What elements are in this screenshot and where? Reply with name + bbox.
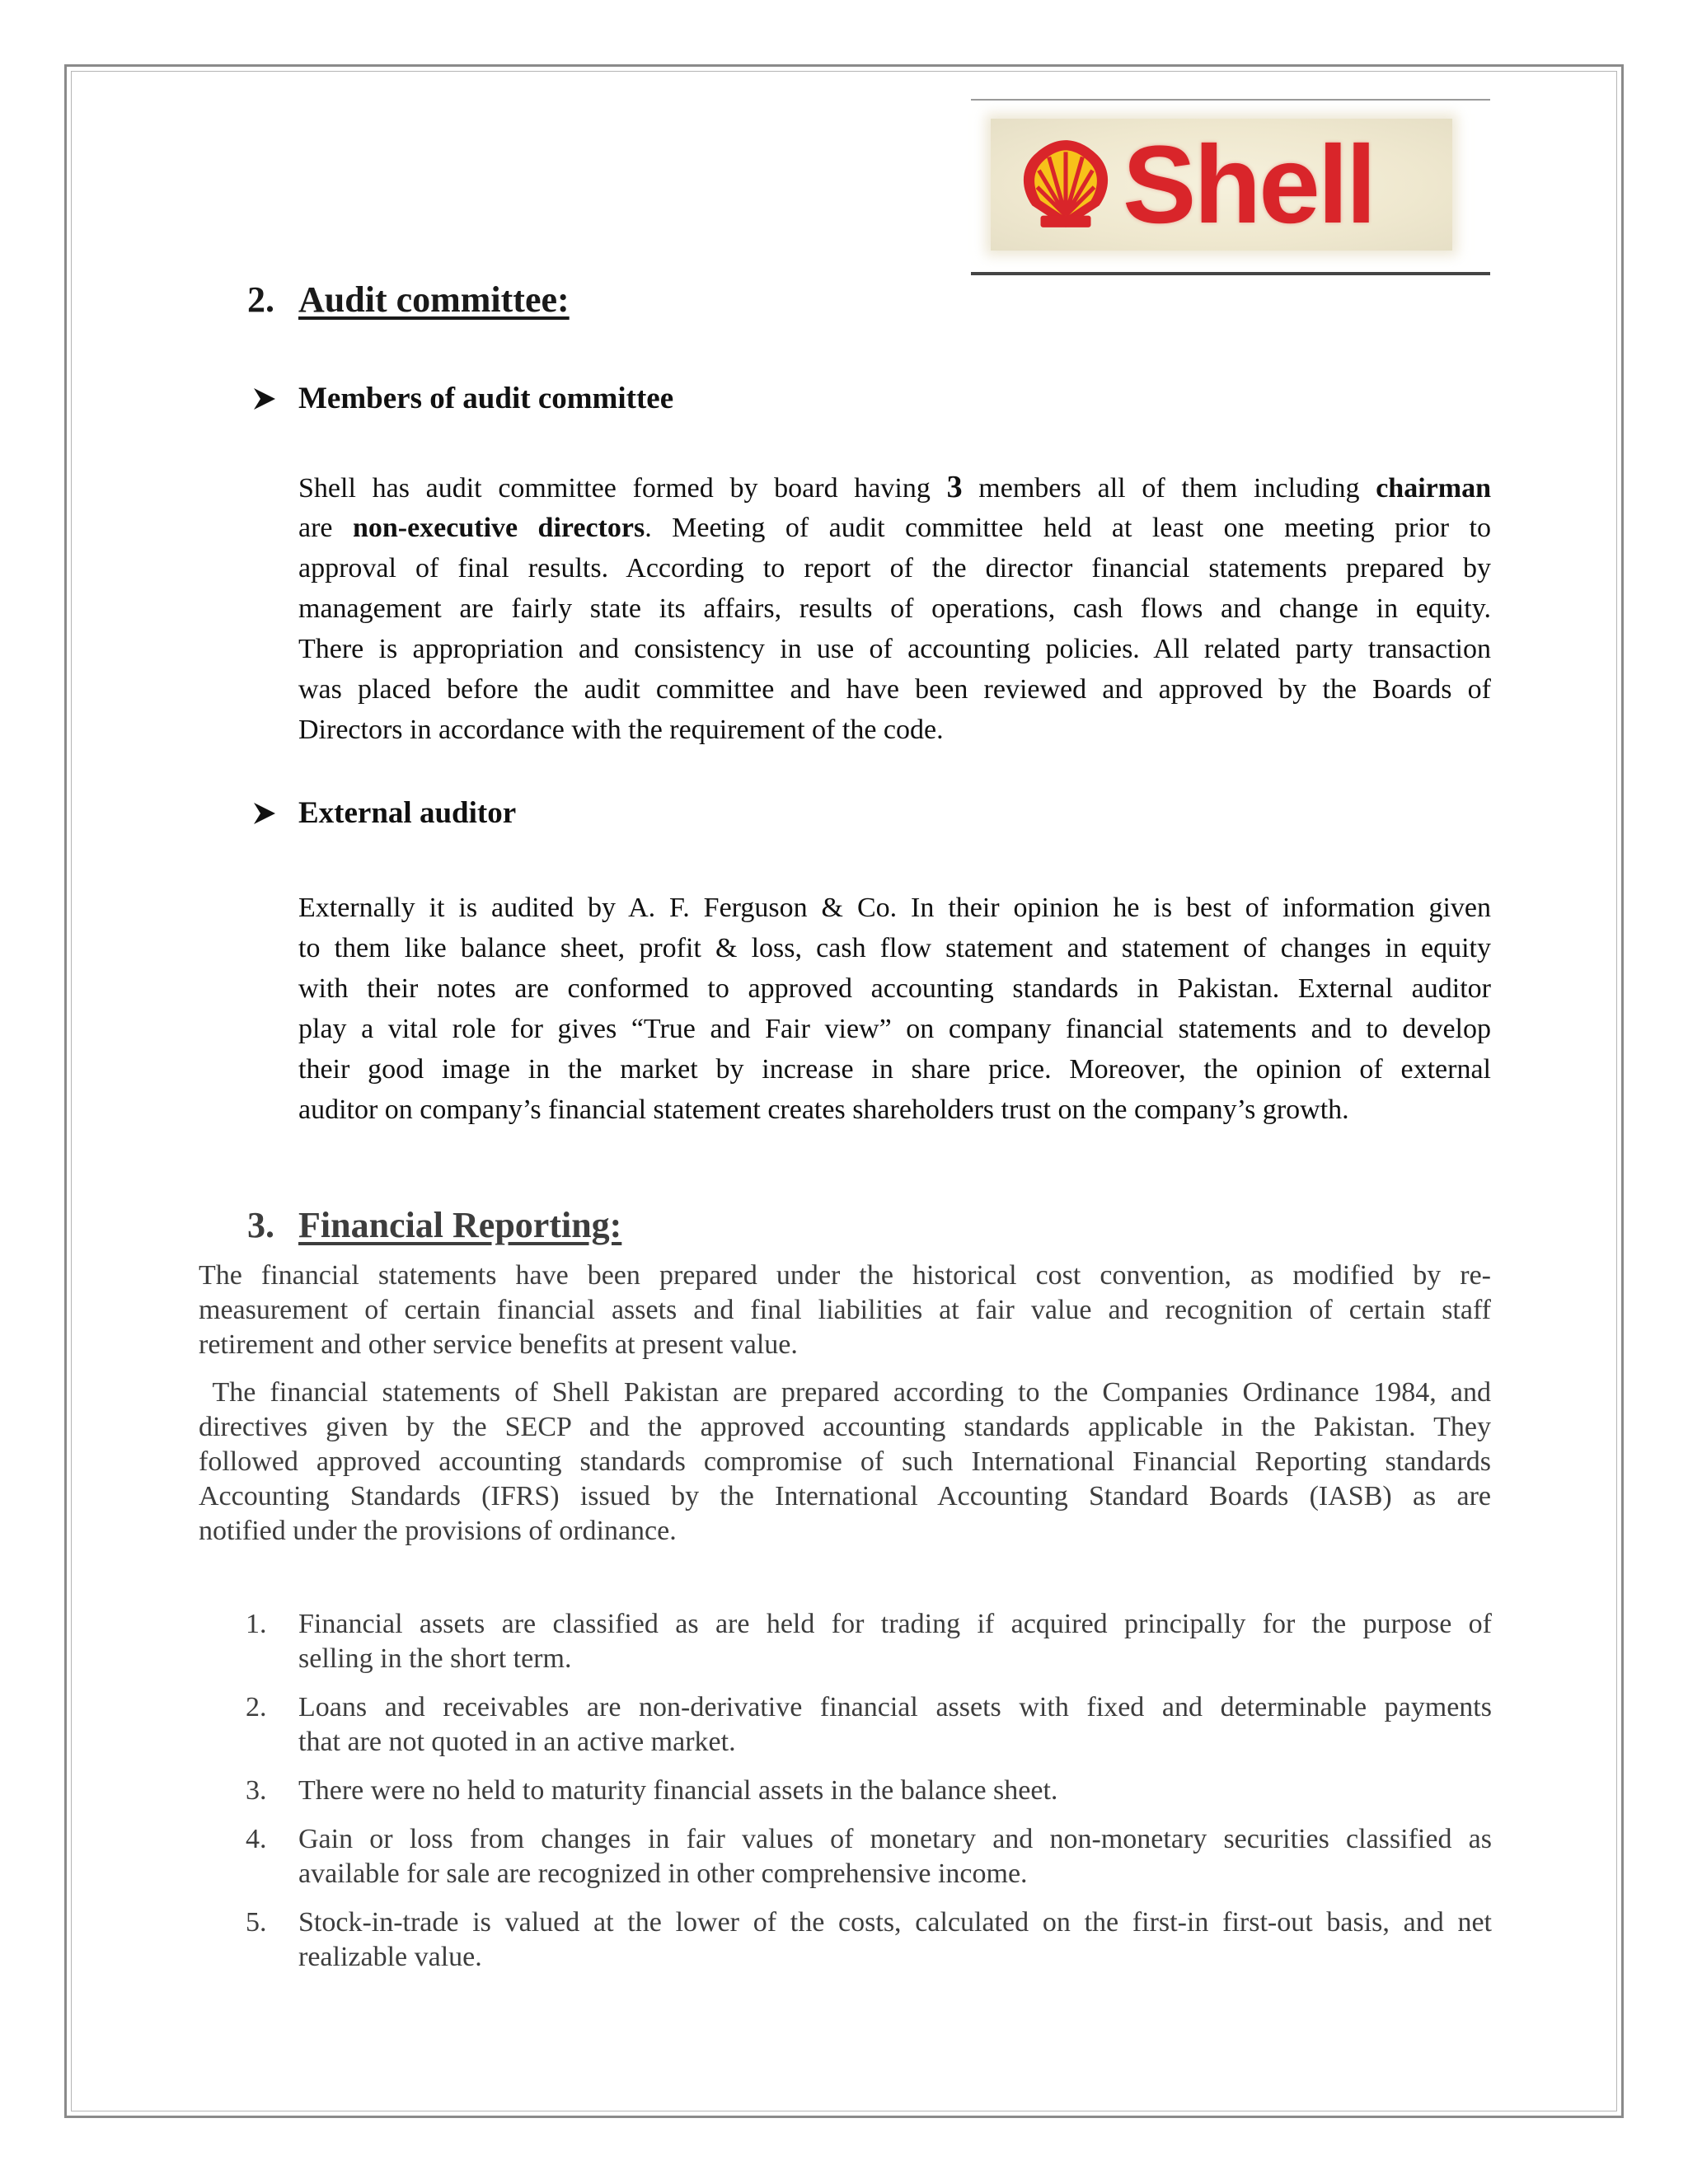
paragraph-line: The financial statements of Shell Pakistan are prepared according to the Companies Ordinance 1984, and [199, 1377, 1491, 1408]
section-3-title: Financial Reporting: [298, 1205, 622, 1245]
list-line: Gain or loss from changes in fair values of monetary and non-monetary securities classified as [298, 1824, 1492, 1854]
shell-pecten-icon [1015, 134, 1116, 234]
members-paragraph [298, 467, 1491, 750]
paragraph-line: There is appropriation and consistency in use of accounting policies. All related party transaction [298, 634, 1491, 664]
section-3-number: 3. [247, 1205, 274, 1245]
arrow-bullet-icon [251, 794, 284, 832]
paragraph-line: The financial statements have been prepared under the historical cost convention, as modified by re- [199, 1260, 1491, 1291]
paragraph-line: management are fairly state its affairs, results of operations, cash flows and change in equity. [298, 593, 1491, 624]
paragraph-line: Externally it is audited by A. F. Ferguson & Co. In their opinion he is best of information given [298, 893, 1491, 923]
paragraph-line: with their notes are conformed to approved accounting standards in Pakistan. External auditor [298, 973, 1491, 1004]
section-2-number: 2. [247, 279, 274, 320]
paragraph-line: to them like balance sheet, profit & loss, cash flow statement and statement of changes in equity [298, 933, 1491, 963]
paragraph-line: retirement and other service benefits at present value. [199, 1329, 798, 1360]
paragraph-line: auditor on company’s financial statement creates shareholders trust on the company’s growth. [298, 1094, 1349, 1125]
paragraph-line: approval of final results. According to report of the director financial statements prepared by [298, 553, 1491, 583]
external-paragraph [298, 888, 1491, 1130]
members-heading: Members of audit committee [298, 382, 674, 415]
paragraph-line: Accounting Standards (IFRS) issued by the International Accounting Standard Boards (IASB) as are [199, 1481, 1491, 1511]
arrow-bullet-icon [251, 380, 284, 418]
list-line: realizable value. [298, 1942, 482, 1972]
list-line: Stock-in-trade is valued at the lower of the costs, calculated on the first-in first-out basis, and net [298, 1907, 1492, 1938]
list-number: 4. [246, 1824, 267, 1854]
list-line: selling in the short term. [298, 1643, 572, 1674]
paragraph-line: their good image in the market by increase in share price. Moreover, the opinion of external [298, 1054, 1491, 1085]
list-item [246, 1774, 1492, 1808]
list-item [246, 1690, 1492, 1760]
list-number: 2. [246, 1692, 267, 1722]
shell-logo [991, 119, 1452, 251]
paragraph-line: play a vital role for gives “True and Fair view” on company financial statements and to develop [298, 1014, 1491, 1044]
shell-logo-block [971, 97, 1490, 277]
list-line: available for sale are recognized in other comprehensive income. [298, 1858, 1028, 1889]
paragraph-line: directives given by the SECP and the approved accounting standards applicable in the Pakistan. They [199, 1412, 1491, 1442]
list-number: 3. [246, 1775, 267, 1806]
paragraph-line: followed approved accounting standards compromise of such International Financial Reporting standards [199, 1446, 1491, 1477]
financial-reporting-paragraph-1 [199, 1258, 1491, 1362]
list-line: Loans and receivables are non-derivative financial assets with fixed and determinable payments [298, 1692, 1492, 1722]
paragraph-line: was placed before the audit committee and have been reviewed and approved by the Boards of [298, 674, 1491, 705]
list-number: 1. [246, 1609, 267, 1639]
external-heading: External auditor [298, 796, 517, 830]
paragraph-line: Shell has audit committee formed by board having 3 members all of them including chairman [298, 470, 1491, 504]
paragraph-line: are non-executive directors. Meeting of audit committee held at least one meeting prior to [298, 513, 1491, 543]
logo-rule-bottom [971, 272, 1490, 275]
paragraph-line: measurement of certain financial assets and final liabilities at fair value and recognition of certain staff [199, 1295, 1491, 1325]
paragraph-line: notified under the provisions of ordinance. [199, 1516, 677, 1546]
logo-rule-top [971, 99, 1490, 101]
financial-reporting-paragraph-2 [199, 1376, 1491, 1549]
shell-wordmark: Shell [1123, 124, 1375, 246]
list-line: There were no held to maturity financial assets in the balance sheet. [298, 1775, 1058, 1806]
list-item [246, 1905, 1492, 1975]
list-item [246, 1607, 1492, 1676]
section-2-title: Audit committee: [298, 279, 570, 320]
paragraph-line: Directors in accordance with the requirement of the code. [298, 715, 944, 745]
list-number: 5. [246, 1907, 267, 1938]
numbered-list [246, 1607, 1492, 1989]
list-line: that are not quoted in an active market. [298, 1727, 736, 1757]
list-item [246, 1822, 1492, 1891]
list-line: Financial assets are classified as are held for trading if acquired principally for the purpose of [298, 1609, 1492, 1639]
